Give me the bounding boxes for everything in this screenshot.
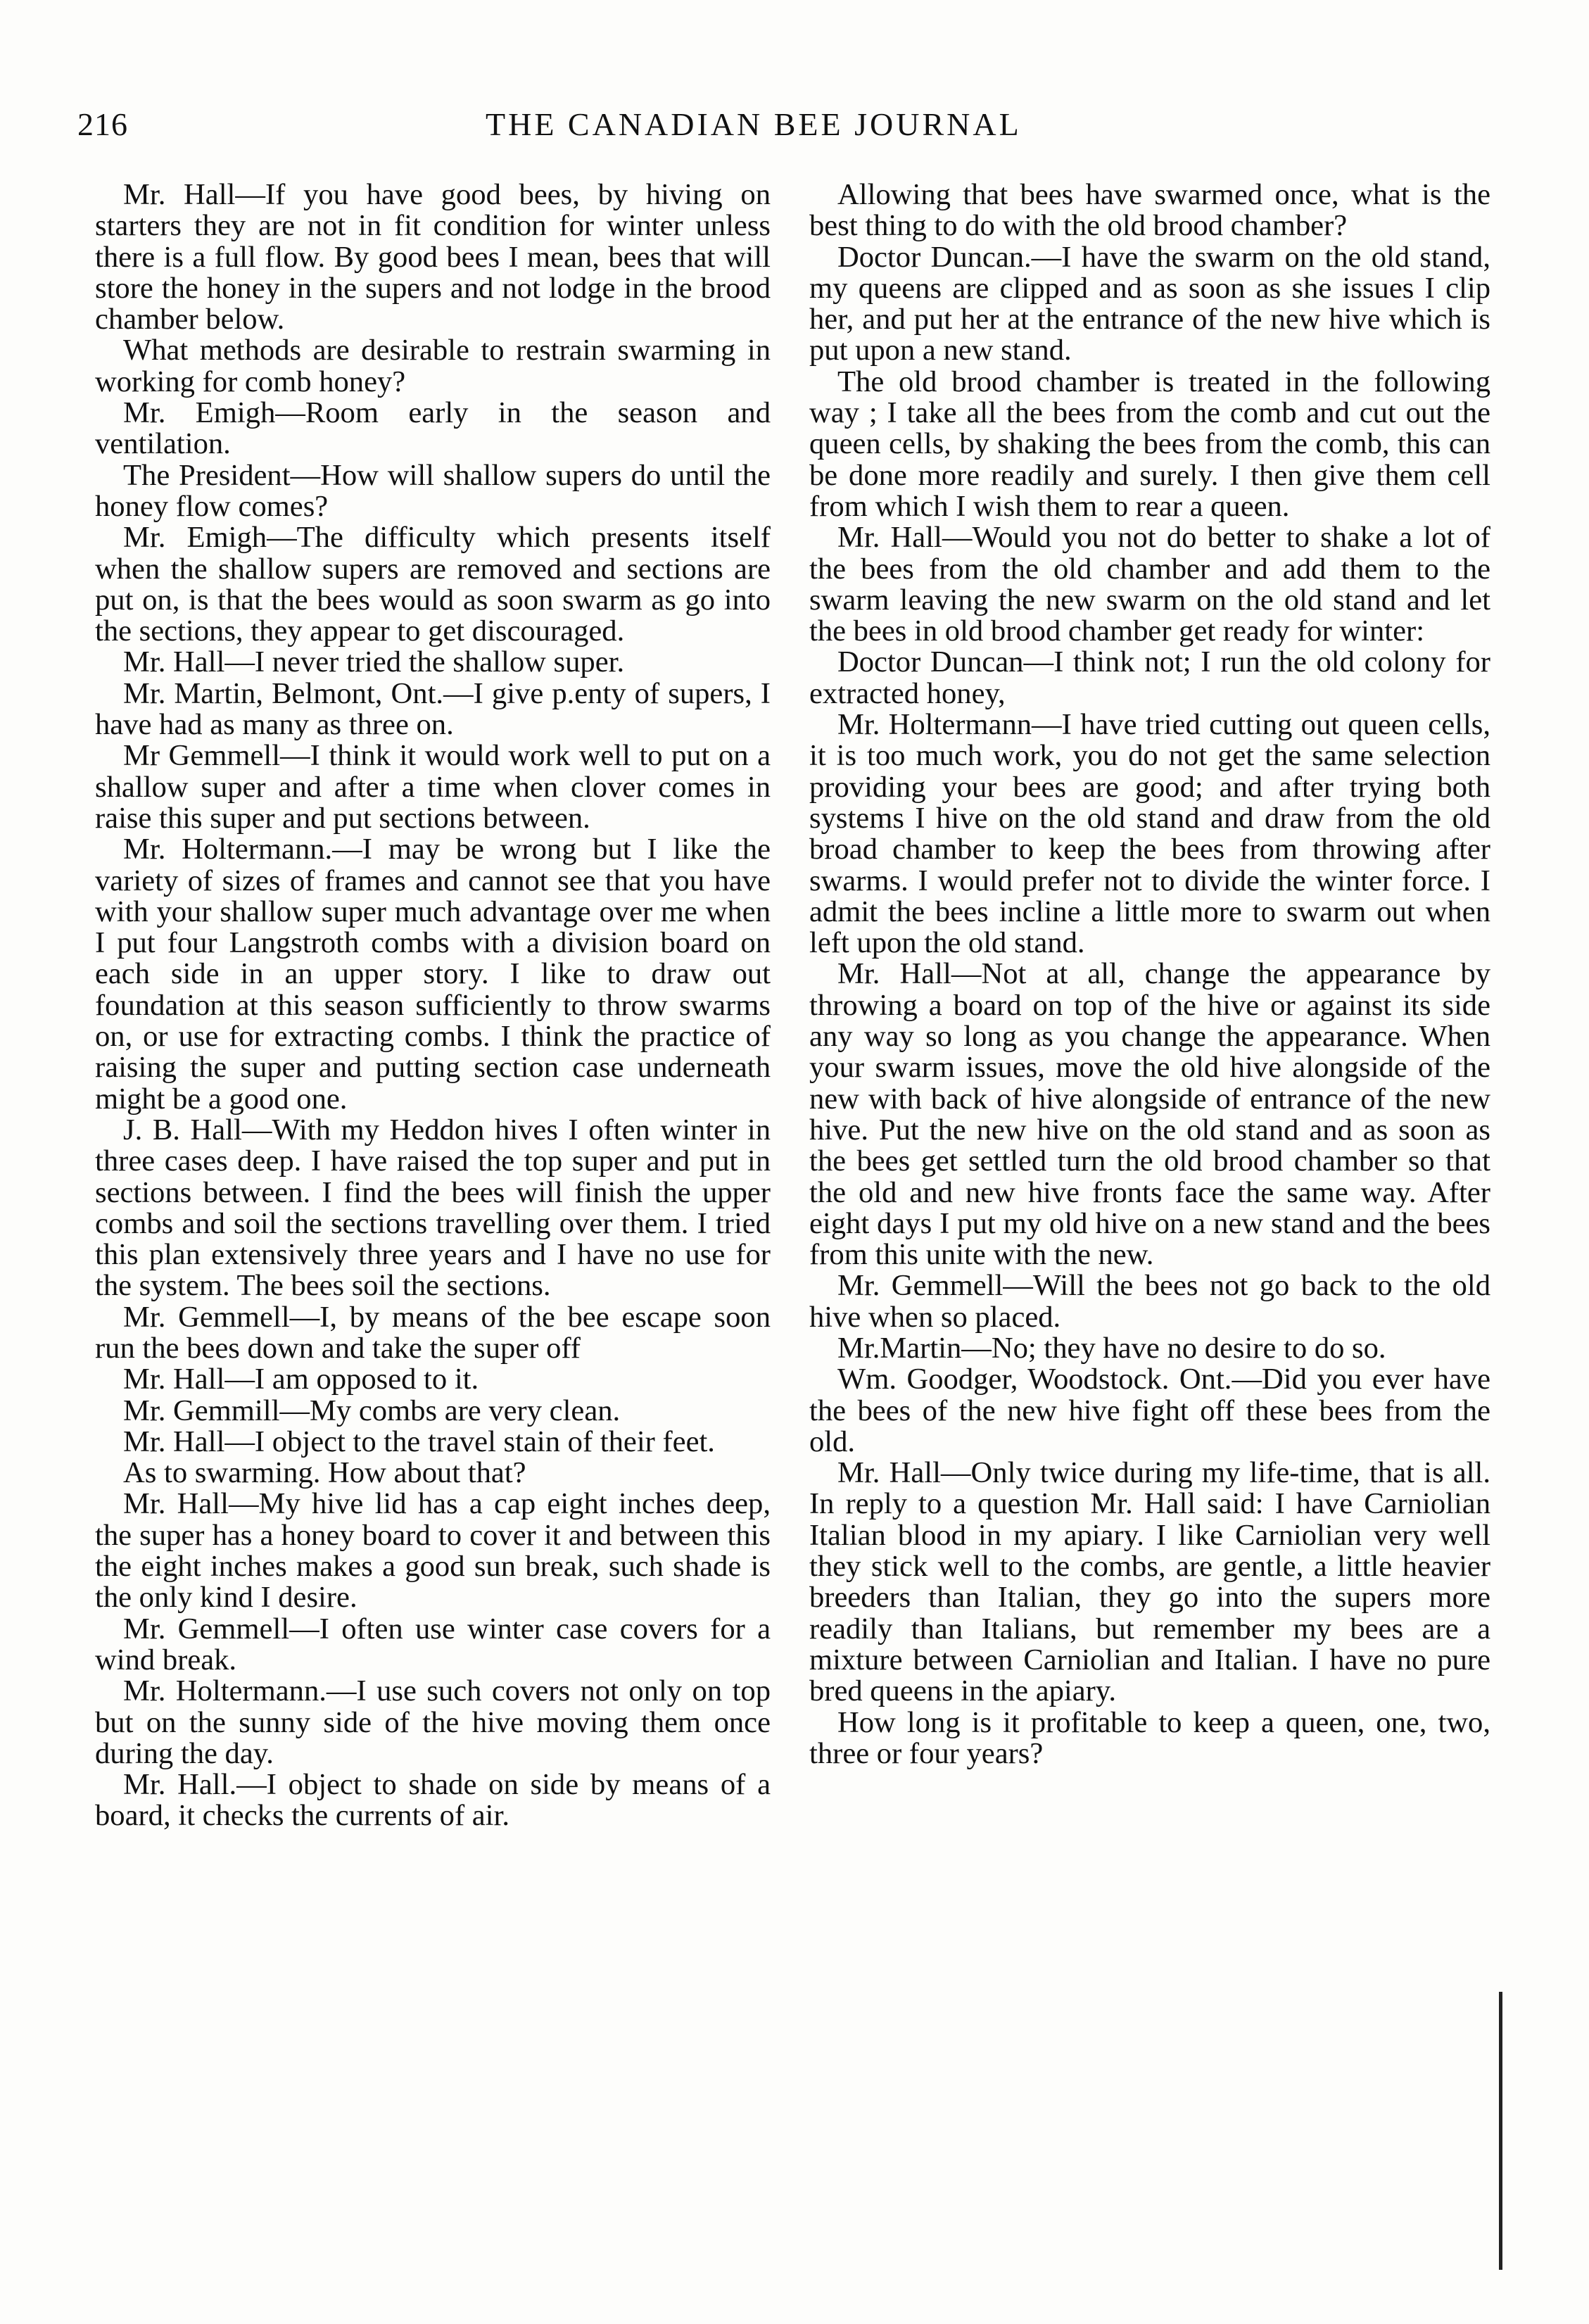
left-column [95,179,771,1832]
paragraph: Mr. Martin, Belmont, Ont.—I give p.enty of supers, I have had as many as three on. [95,676,771,742]
paragraph: The President—How will shallow supers do until the honey flow comes? [95,458,771,523]
paragraph: Mr. Holtermann.—I may be wrong but I like the variety of sizes of frames and cannot see that you have with your shallow super much advantage over me when I put four Langstroth combs with a division board on each side in an upper story. I like to draw out foundation at this season sufficiently to throw swarms on, or use for extracting combs. I think the practice of raising the super and putting section case underneath might be a good one. [95,833,771,1116]
margin-rule [1499,1992,1502,2270]
paragraph: Mr. Gemmell—I, by means of the bee escape soon run the bees down and take the super off [95,1300,771,1365]
paragraph: Doctor Duncan—I think not; I run the old colony for extracted honey, [809,645,1490,710]
paragraph: J. B. Hall—With my Heddon hives I often winter in three cases deep. I have raised the top super and put in sections between. I find the bees will finish the upper combs and soil the sections travelling over them. I tried this plan extensively three years and I have no use for the system. The bees soil the sections. [95,1113,771,1303]
paragraph: As to swarming. How about that? [123,1456,526,1490]
paragraph: Mr.Martin—No; they have no desire to do so. [837,1331,1386,1365]
paragraph: The old brood chamber is treated in the following way ; I take all the bees from the comb and cut out the queen cells, by shaking the bees from the comb, this can be done more readily and surely. I then give them cell from which I wish them to rear a queen. [809,365,1490,523]
paragraph: Mr. Hall—If you have good bees, by hiving on starters they are not in fit condition for winter unless there is a full flow. By good bees I mean, bees that will store the honey in the supers and not lodge in the brood chamber below. [95,178,771,336]
right-column [809,179,1490,1769]
paragraph: Mr. Holtermann—I have tried cutting out queen cells, it is too much work, you do not get the same selection providing your bees are good; and after trying both systems I hive on the old stand and draw from the old broad chamber to keep the bees from throwing after swarms. I would prefer not to divide the winter force. I admit the bees incline a little more to swarm out when left upon the old stand. [809,708,1490,960]
page-header [77,106,1126,155]
paragraph: Mr. Holtermann.—I use such covers not only on top but on the sunny side of the hive moving them once during the day. [95,1674,771,1770]
paragraph: Mr. Hall—Would you not do better to shake a lot of the bees from the old chamber and add them to the swarm leaving the new swarm on the old stand and let the bees in old brood chamber get ready for winter: [809,521,1490,648]
journal-title: THE CANADIAN BEE JOURNAL [486,106,1022,142]
paragraph: Mr. Hall—Only twice during my life-time, that is all. In reply to a question Mr. Hall said: I have Carniolian Italian blood in my apiary. I like Carniolian very well they stick well to the combs, are gentle, a little heavier breeders than Italian, they go into the supers more readily than Italians, but remember my bees are a mixture between Carniolian and Italian. I have no pure bred queens in the apiary. [809,1456,1490,1708]
paragraph: Mr. Hall—I am opposed to it. [123,1363,479,1396]
paragraph: Wm. Goodger, Woodstock. Ont.—Did you ever have the bees of the new hive fight off these bees from the old. [809,1363,1490,1458]
paragraph: Allowing that bees have swarmed once, what is the best thing to do with the old brood chamber? [809,178,1490,243]
paragraph: Mr. Hall—Not at all, change the appearance by throwing a board on top of the hive or against its side any way so long as you change the appearance. When your swarm issues, move the old hive alongside of the new with back of hive alongside of entrance of the new hive. Put the new hive on the old stand and as soon as the bees get settled turn the old brood chamber so that the old and new hive fronts face the same way. After eight days I put my old hive on a new stand and the bees from this unite with the new. [809,957,1490,1272]
paragraph: Mr. Gemmell—I often use winter case covers for a wind break. [95,1612,771,1676]
paragraph: Mr. Hall.—I object to shade on side by means of a board, it checks the currents of air. [95,1768,771,1833]
paragraph: Mr. Gemmill—My combs are very clean. [123,1394,621,1427]
paragraph: Mr. Hall—I never tried the shallow super. [123,645,625,679]
paragraph: How long is it profitable to keep a queen, one, two, three or four years? [809,1705,1490,1770]
paragraph: Mr. Emigh—Room early in the season and ventilation. [95,396,771,461]
page-number: 216 [77,106,128,142]
paragraph: Mr. Hall—I object to the travel stain of their feet. [123,1425,715,1458]
paragraph: What methods are desirable to restrain swarming in working for comb honey? [95,334,771,398]
paragraph: Mr. Emigh—The difficulty which presents itself when the shallow supers are removed and sections are put on, is that the bees would as soon swarm as go into the sections, they appear to get discouraged. [95,521,771,648]
paragraph: Mr. Hall—My hive lid has a cap eight inches deep, the super has a honey board to cover it and between this the eight inches makes a good sun break, such shade is the only kind I desire. [95,1487,771,1615]
paragraph: Mr Gemmell—I think it would work well to put on a shallow super and after a time when clover comes in raise this super and put sections between. [95,739,771,835]
paragraph: Doctor Duncan.—I have the swarm on the old stand, my queens are clipped and as soon as she issues I clip her, and put her at the entrance of the new hive which is put upon a new stand. [809,240,1490,367]
paragraph: Mr. Gemmell—Will the bees not go back to the old hive when so placed. [809,1269,1490,1334]
